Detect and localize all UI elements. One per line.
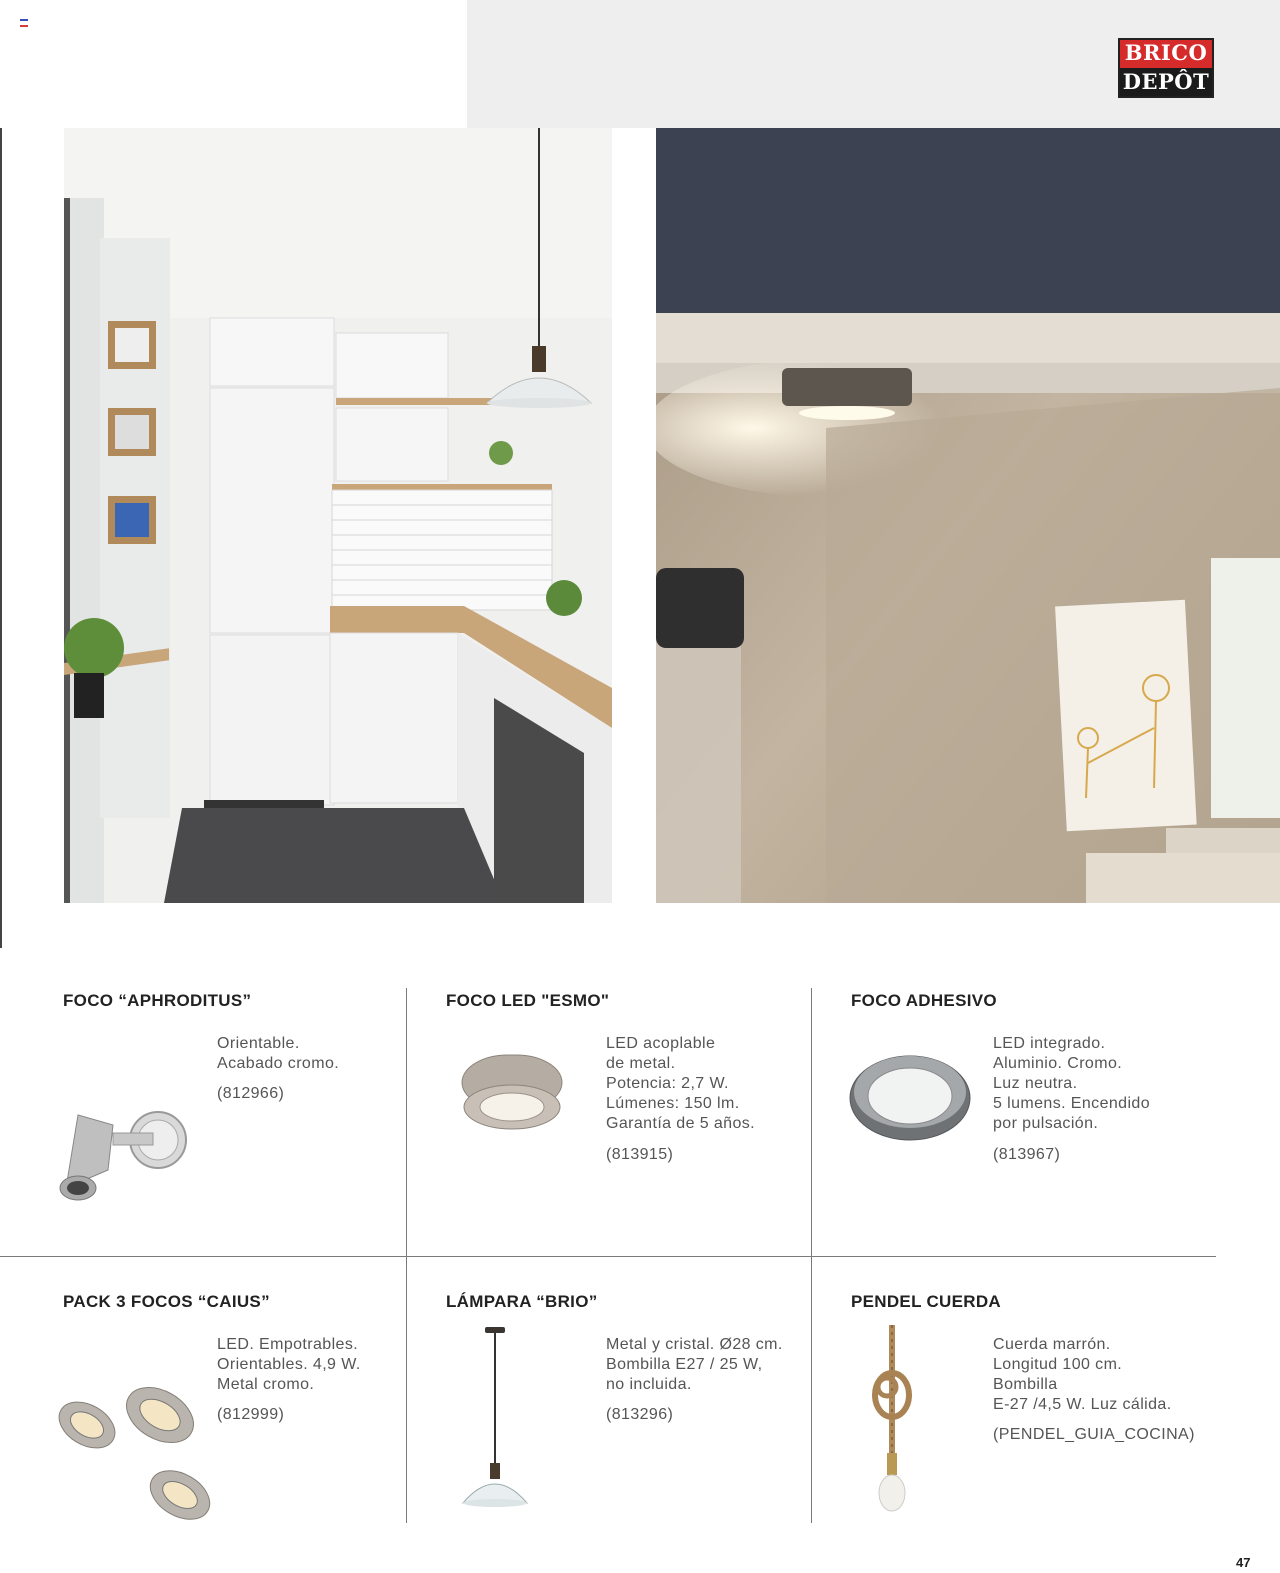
page-edge-divider (0, 128, 2, 948)
product-description: LED. Empotrables. Orientables. 4,9 W. Metal cromo. (217, 1336, 361, 1393)
puck-light-icon (460, 1045, 565, 1140)
wall-spotlight-icon (58, 1100, 188, 1210)
product-description: Metal y cristal. Ø28 cm. Bombilla E27 / 25 W, no incluida. (606, 1336, 783, 1393)
row-divider (0, 1256, 1216, 1257)
brand-logo-line2: DEPÔT (1120, 68, 1212, 96)
product-code: (812966) (217, 1085, 285, 1102)
product-title: PACK 3 FOCOS “CAIUS” (63, 1292, 270, 1311)
product-code: (812999) (217, 1406, 285, 1423)
product-code: (813296) (606, 1406, 674, 1423)
flag-icon (20, 19, 28, 27)
brand-logo[interactable] (1118, 38, 1214, 98)
pendant-lamp-icon (455, 1325, 535, 1515)
product-description: Orientable. Acabado cromo. (217, 1035, 340, 1072)
product-code: (813915) (606, 1146, 674, 1163)
page-number: 47 (1236, 1555, 1251, 1570)
product-title: FOCO “APHRODITUS” (63, 991, 252, 1010)
product-description: LED integrado. Aluminio. Cromo. Luz neutra. 5 lumens. Encendido por pulsación. (993, 1035, 1151, 1132)
product-title: PENDEL CUERDA (851, 1292, 1001, 1311)
product-description: Cuerda marrón. Longitud 100 cm. Bombilla E-27 /4,5 W. Luz cálida. (993, 1336, 1172, 1413)
product-description: LED acoplable de metal. Potencia: 2,7 W. Lúmenes: 150 lm. Garantía de 5 años. (606, 1035, 756, 1132)
recessed-spotlights-icon (55, 1385, 215, 1530)
product-title: FOCO ADHESIVO (851, 991, 997, 1010)
adhesive-light-icon (848, 1048, 973, 1148)
product-code: (813967) (993, 1146, 1061, 1163)
brand-logo-line1: BRICO (1120, 40, 1212, 68)
kitchen-photo (64, 128, 612, 903)
under-cabinet-light-photo (656, 128, 1280, 903)
product-title: LÁMPARA “BRIO” (446, 1292, 598, 1311)
product-title: FOCO LED "ESMO" (446, 991, 610, 1010)
product-code: (PENDEL_GUIA_COCINA) (993, 1426, 1195, 1443)
rope-pendant-icon (865, 1325, 920, 1530)
